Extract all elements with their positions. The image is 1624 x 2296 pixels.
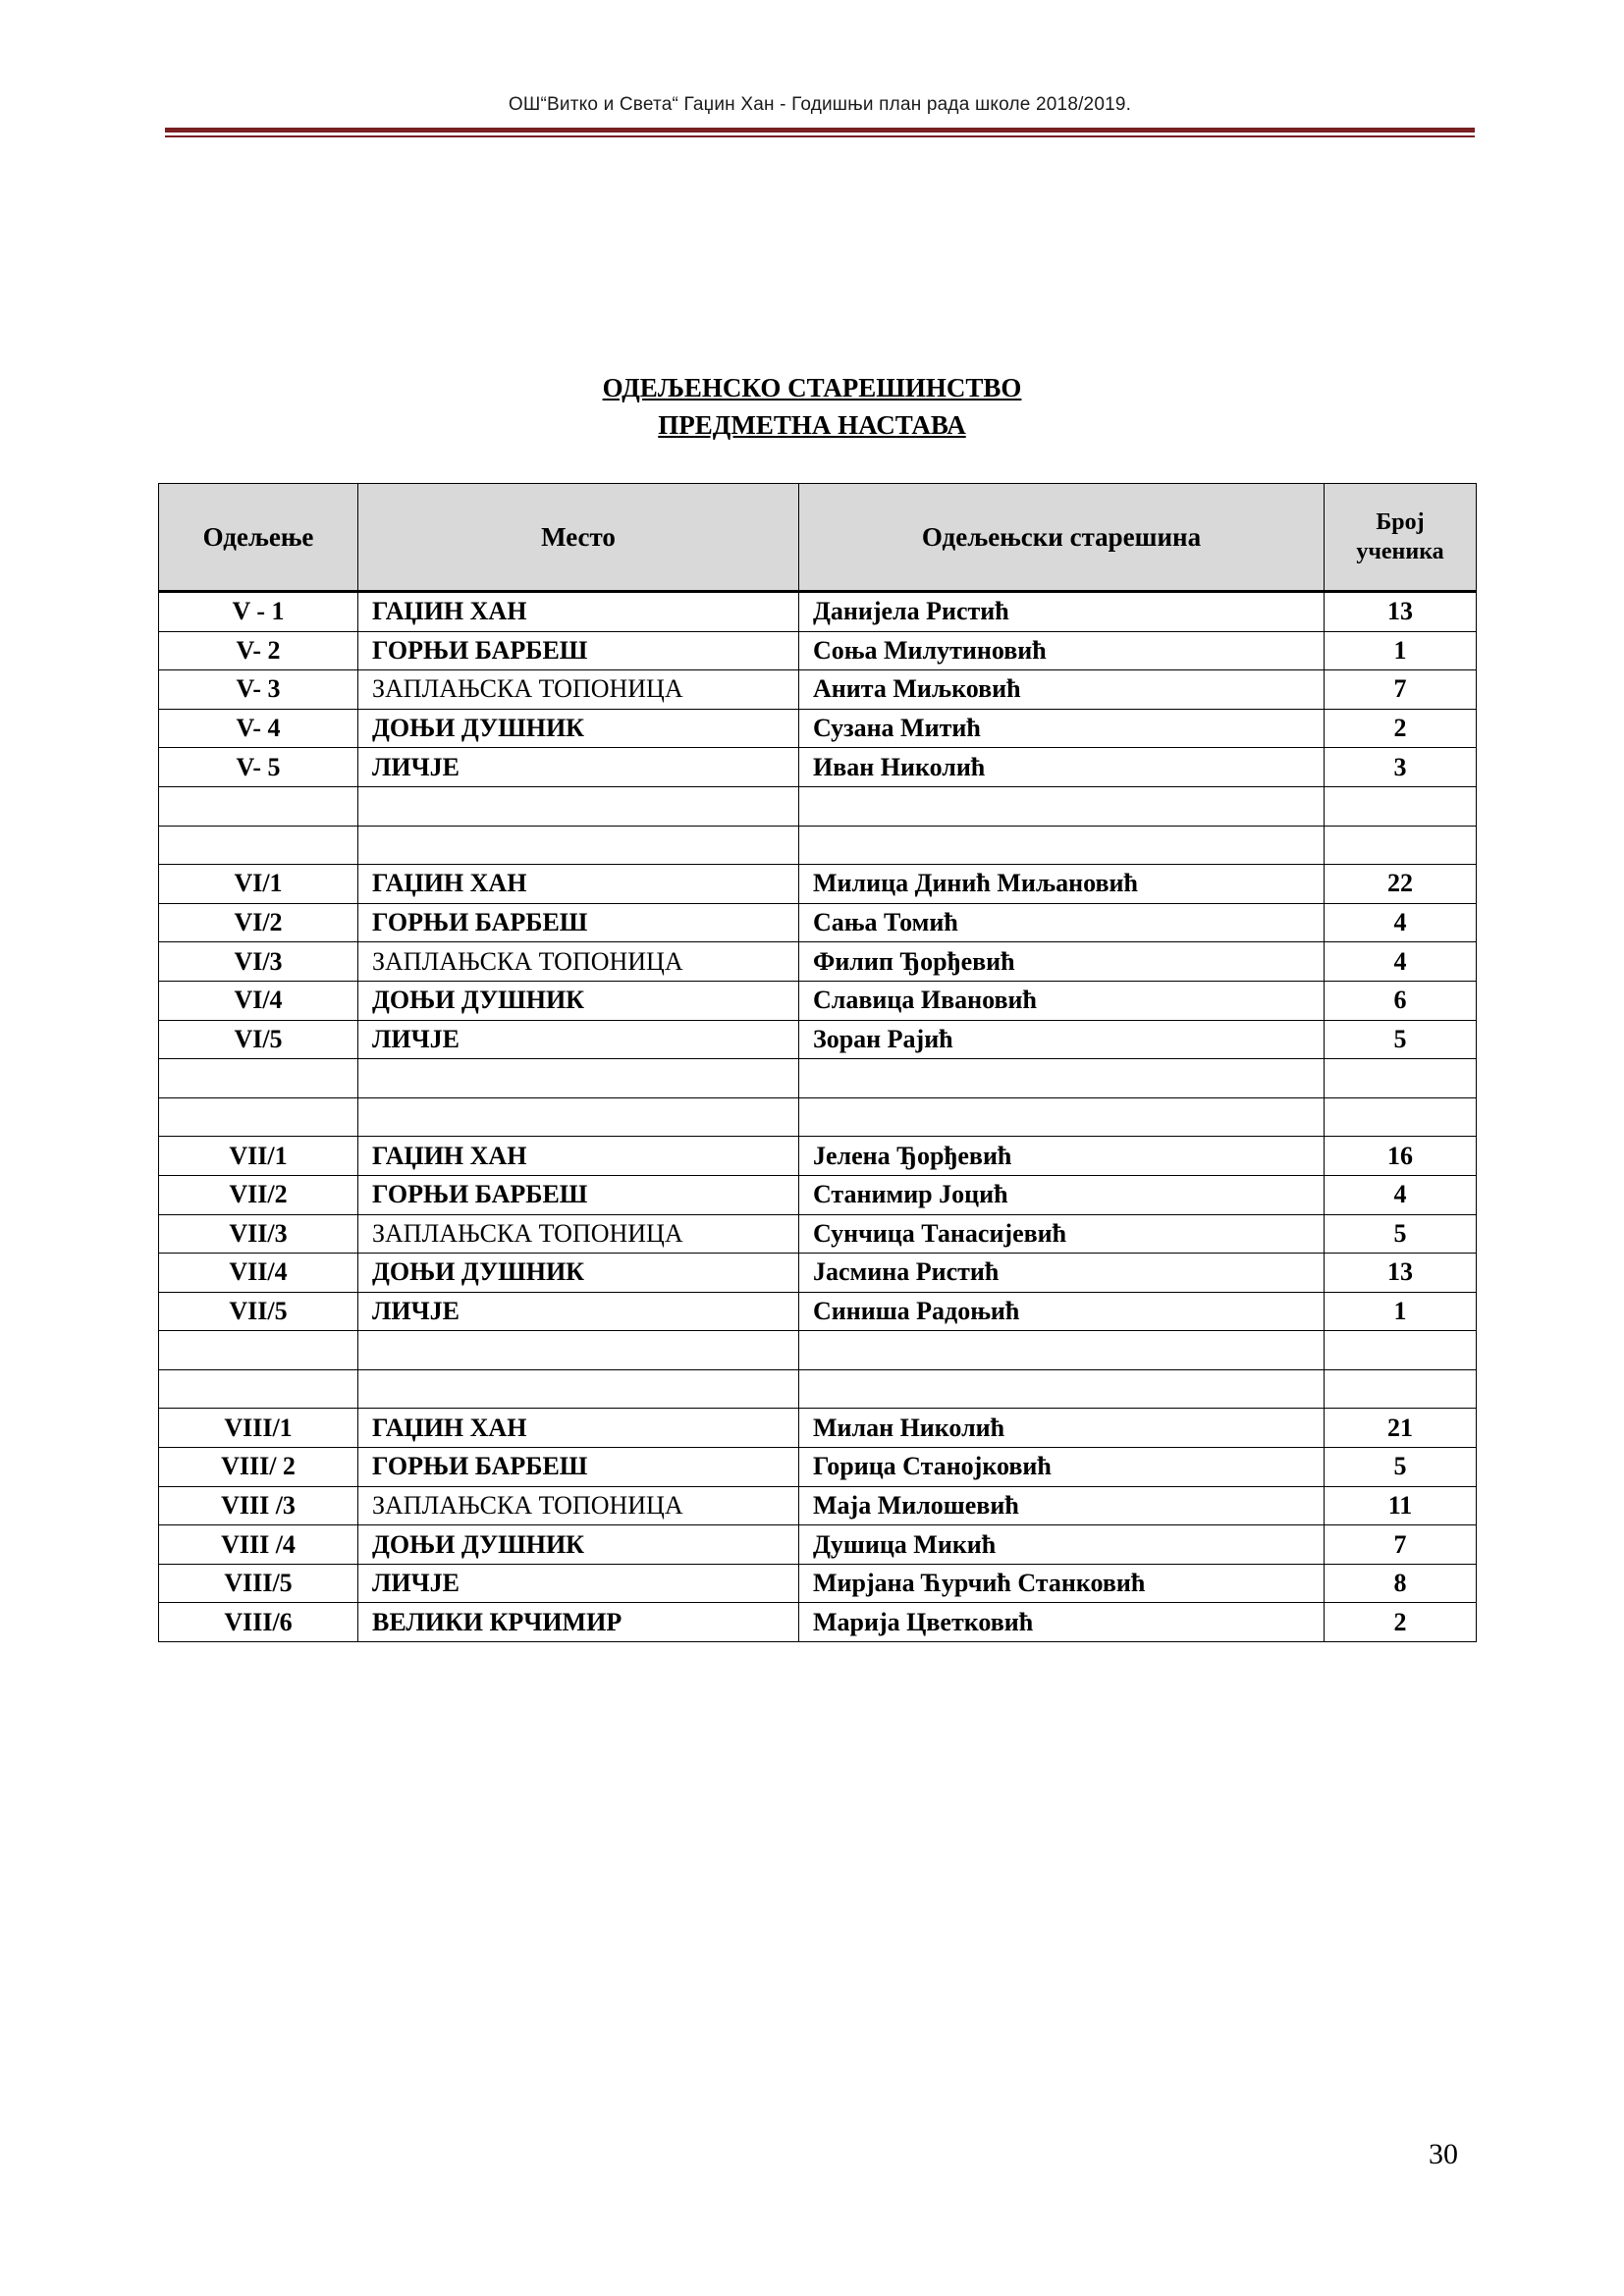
table-row: [159, 1097, 1477, 1137]
place-cell: ЛИЧЈЕ: [358, 1292, 799, 1331]
class-cell: VIII /4: [159, 1525, 358, 1565]
teacher-cell: [799, 826, 1325, 865]
teacher-cell: Синиша Радоњић: [799, 1292, 1325, 1331]
class-cell: VII/5: [159, 1292, 358, 1331]
table-row: [159, 1409, 1477, 1448]
count-cell: 13: [1325, 592, 1477, 632]
running-header: ОШ“Витко и Света“ Гаџин Хан - Годишњи план рада школе 2018/2019.: [508, 94, 1132, 115]
count-cell: 7: [1325, 1525, 1477, 1565]
table-row: [159, 1254, 1477, 1293]
teacher-cell: [799, 1369, 1325, 1409]
count-cell: 4: [1325, 1175, 1477, 1214]
teacher-cell: [799, 1097, 1325, 1137]
place-cell: ЛИЧЈЕ: [358, 1564, 799, 1603]
class-cell: VI/2: [159, 903, 358, 942]
teacher-cell: Горица Станојковић: [799, 1448, 1325, 1487]
class-cell: VI/5: [159, 1020, 358, 1059]
place-cell: ЗАПЛАЊСКА ТОПОНИЦА: [358, 1486, 799, 1525]
table-row: [159, 1564, 1477, 1603]
place-cell: [358, 1059, 799, 1098]
teacher-cell: Славица Ивановић: [799, 981, 1325, 1020]
title-block: [0, 369, 1624, 444]
teacher-cell: Мирјана Ћурчић Станковић: [799, 1564, 1325, 1603]
table-row: [159, 1137, 1477, 1176]
teacher-cell: Анита Миљковић: [799, 670, 1325, 710]
count-cell: 5: [1325, 1214, 1477, 1254]
header-rule: [165, 128, 1475, 133]
count-cell: 13: [1325, 1254, 1477, 1293]
table-row: [159, 865, 1477, 904]
header-rule-thin: [165, 135, 1475, 137]
class-cell: VIII/5: [159, 1564, 358, 1603]
count-cell: [1325, 786, 1477, 826]
teacher-cell: Сунчица Танасијевић: [799, 1214, 1325, 1254]
count-cell: 1: [1325, 1292, 1477, 1331]
place-cell: ЛИЧЈЕ: [358, 748, 799, 787]
homeroom-table: [158, 483, 1477, 1642]
title-line-2: ПРЕДМЕТНА НАСТАВА: [658, 410, 966, 440]
count-cell: 16: [1325, 1137, 1477, 1176]
table-header-row: [159, 484, 1477, 592]
count-cell: 5: [1325, 1020, 1477, 1059]
table-row: [159, 786, 1477, 826]
table-row: [159, 1292, 1477, 1331]
place-cell: ДОЊИ ДУШНИК: [358, 709, 799, 748]
teacher-cell: Иван Николић: [799, 748, 1325, 787]
place-cell: ДОЊИ ДУШНИК: [358, 1525, 799, 1565]
title-line-1: ОДЕЉЕНСКО СТАРЕШИНСТВО: [602, 373, 1022, 402]
count-cell: 22: [1325, 865, 1477, 904]
table-row: [159, 826, 1477, 865]
class-cell: VIII/1: [159, 1409, 358, 1448]
place-cell: ГАЏИН ХАН: [358, 1137, 799, 1176]
table-row: [159, 942, 1477, 982]
class-cell: [159, 826, 358, 865]
table-row: [159, 1525, 1477, 1565]
place-cell: [358, 1369, 799, 1409]
teacher-cell: Милица Динић Миљановић: [799, 865, 1325, 904]
place-cell: ГОРЊИ БАРБЕШ: [358, 903, 799, 942]
class-cell: [159, 786, 358, 826]
class-cell: [159, 1331, 358, 1370]
class-cell: VII/4: [159, 1254, 358, 1293]
page-number: 30: [1429, 2138, 1458, 2170]
teacher-cell: Филип Ђорђевић: [799, 942, 1325, 982]
table-row: [159, 981, 1477, 1020]
table-row: [159, 903, 1477, 942]
class-cell: VIII /3: [159, 1486, 358, 1525]
class-cell: VIII/ 2: [159, 1448, 358, 1487]
teacher-cell: [799, 1059, 1325, 1098]
count-cell: 21: [1325, 1409, 1477, 1448]
place-cell: ГОРЊИ БАРБЕШ: [358, 1175, 799, 1214]
table-row: [159, 709, 1477, 748]
table-body: [159, 592, 1477, 1642]
table-row: [159, 1369, 1477, 1409]
place-cell: ГОРЊИ БАРБЕШ: [358, 631, 799, 670]
teacher-cell: Сузана Митић: [799, 709, 1325, 748]
header-place: Место: [358, 484, 799, 592]
count-cell: 4: [1325, 903, 1477, 942]
count-cell: [1325, 826, 1477, 865]
place-cell: [358, 1097, 799, 1137]
class-cell: [159, 1369, 358, 1409]
class-cell: VIII/6: [159, 1603, 358, 1642]
place-cell: ЗАПЛАЊСКА ТОПОНИЦА: [358, 670, 799, 710]
table-row: [159, 1486, 1477, 1525]
place-cell: ГАЏИН ХАН: [358, 592, 799, 632]
class-cell: VII/1: [159, 1137, 358, 1176]
place-cell: ЗАПЛАЊСКА ТОПОНИЦА: [358, 1214, 799, 1254]
table-row: [159, 1020, 1477, 1059]
class-cell: V- 2: [159, 631, 358, 670]
place-cell: ЗАПЛАЊСКА ТОПОНИЦА: [358, 942, 799, 982]
teacher-cell: Станимир Јоцић: [799, 1175, 1325, 1214]
table-row: [159, 1175, 1477, 1214]
count-cell: 6: [1325, 981, 1477, 1020]
place-cell: ГАЏИН ХАН: [358, 1409, 799, 1448]
count-cell: [1325, 1059, 1477, 1098]
teacher-cell: Марија Цветковић: [799, 1603, 1325, 1642]
table-row: [159, 670, 1477, 710]
header-count-line-2: ученика: [1356, 539, 1444, 564]
table-row: [159, 1059, 1477, 1098]
header-teacher: Одељењски старешина: [799, 484, 1325, 592]
count-cell: 11: [1325, 1486, 1477, 1525]
table-row: [159, 592, 1477, 632]
count-cell: 4: [1325, 942, 1477, 982]
count-cell: [1325, 1097, 1477, 1137]
class-cell: V- 5: [159, 748, 358, 787]
class-cell: [159, 1097, 358, 1137]
class-cell: VII/3: [159, 1214, 358, 1254]
class-cell: VI/3: [159, 942, 358, 982]
teacher-cell: Јелена Ђорђевић: [799, 1137, 1325, 1176]
table-row: [159, 1603, 1477, 1642]
count-cell: 5: [1325, 1448, 1477, 1487]
place-cell: ДОЊИ ДУШНИК: [358, 981, 799, 1020]
teacher-cell: Сања Томић: [799, 903, 1325, 942]
place-cell: ГАЏИН ХАН: [358, 865, 799, 904]
place-cell: [358, 826, 799, 865]
count-cell: 7: [1325, 670, 1477, 710]
count-cell: 3: [1325, 748, 1477, 787]
count-cell: 2: [1325, 709, 1477, 748]
teacher-cell: Данијела Ристић: [799, 592, 1325, 632]
place-cell: ВЕЛИКИ КРЧИМИР: [358, 1603, 799, 1642]
count-cell: [1325, 1369, 1477, 1409]
class-cell: V- 4: [159, 709, 358, 748]
header-count-line-1: Број: [1376, 509, 1425, 535]
class-cell: VI/4: [159, 981, 358, 1020]
teacher-cell: Душица Микић: [799, 1525, 1325, 1565]
class-cell: V- 3: [159, 670, 358, 710]
teacher-cell: Јасмина Ристић: [799, 1254, 1325, 1293]
header-class: Одељење: [159, 484, 358, 592]
count-cell: 2: [1325, 1603, 1477, 1642]
teacher-cell: Соња Милутиновић: [799, 631, 1325, 670]
count-cell: [1325, 1331, 1477, 1370]
place-cell: [358, 786, 799, 826]
header-count: [1325, 484, 1477, 592]
teacher-cell: Зоран Рајић: [799, 1020, 1325, 1059]
teacher-cell: Маја Милошевић: [799, 1486, 1325, 1525]
place-cell: ЛИЧЈЕ: [358, 1020, 799, 1059]
teacher-cell: Милан Николић: [799, 1409, 1325, 1448]
count-cell: 1: [1325, 631, 1477, 670]
count-cell: 8: [1325, 1564, 1477, 1603]
table-row: [159, 1448, 1477, 1487]
teacher-cell: [799, 1331, 1325, 1370]
place-cell: [358, 1331, 799, 1370]
place-cell: ГОРЊИ БАРБЕШ: [358, 1448, 799, 1487]
class-cell: VI/1: [159, 865, 358, 904]
class-cell: VII/2: [159, 1175, 358, 1214]
table-row: [159, 1214, 1477, 1254]
table-row: [159, 748, 1477, 787]
place-cell: ДОЊИ ДУШНИК: [358, 1254, 799, 1293]
table-row: [159, 631, 1477, 670]
table-row: [159, 1331, 1477, 1370]
teacher-cell: [799, 786, 1325, 826]
class-cell: V - 1: [159, 592, 358, 632]
class-cell: [159, 1059, 358, 1098]
